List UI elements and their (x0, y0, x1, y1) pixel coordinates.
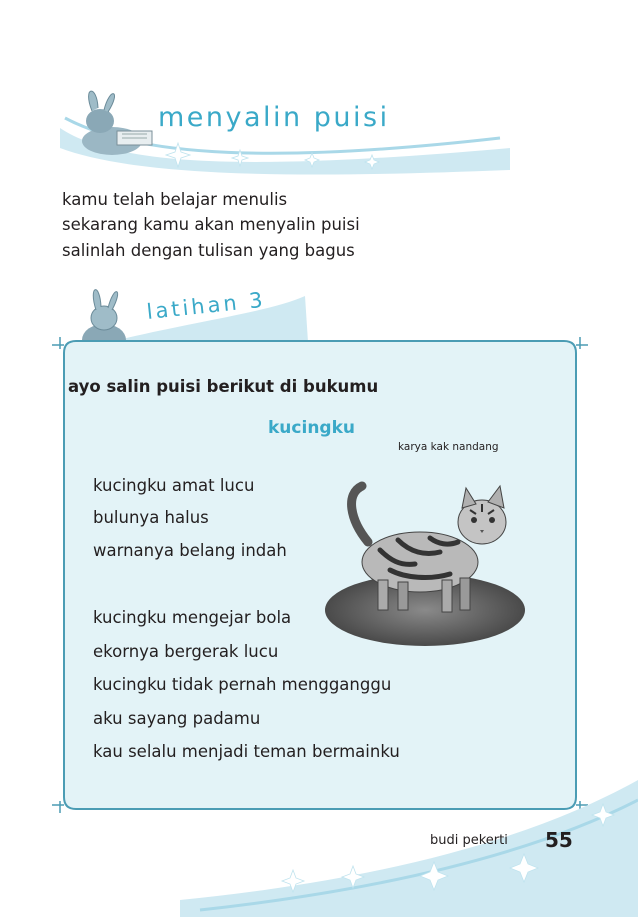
poem-line: kau selalu menjadi teman bermainku (93, 742, 400, 761)
poem-line: bulunya halus (93, 508, 209, 527)
intro-line-1: kamu telah belajar menulis (62, 190, 288, 209)
poem-line: warnanya belang indah (93, 541, 287, 560)
page-number: 55 (545, 828, 573, 852)
exercise-label: latihan 3 (145, 287, 267, 324)
poem-line: ekornya bergerak lucu (93, 642, 279, 661)
poem-line: kucingku mengejar bola (93, 608, 292, 627)
poem-line: aku sayang padamu (93, 709, 261, 728)
poem-line: kucingku tidak pernah mengganggu (93, 675, 392, 694)
tabby-cat-image (320, 480, 530, 650)
poem-author: karya kak nandang (398, 441, 499, 453)
poem-title: kucingku (268, 418, 355, 438)
page-title: menyalin puisi (158, 102, 390, 133)
poem-line: kucingku amat lucu (93, 476, 255, 495)
exercise-instruction: ayo salin puisi berikut di bukumu (68, 377, 379, 396)
intro-line-3: salinlah dengan tulisan yang bagus (62, 241, 355, 260)
intro-line-2: sekarang kamu akan menyalin puisi (62, 215, 360, 234)
footer-book-title: budi pekerti (430, 833, 508, 848)
rabbit-reading-icon (62, 86, 162, 166)
